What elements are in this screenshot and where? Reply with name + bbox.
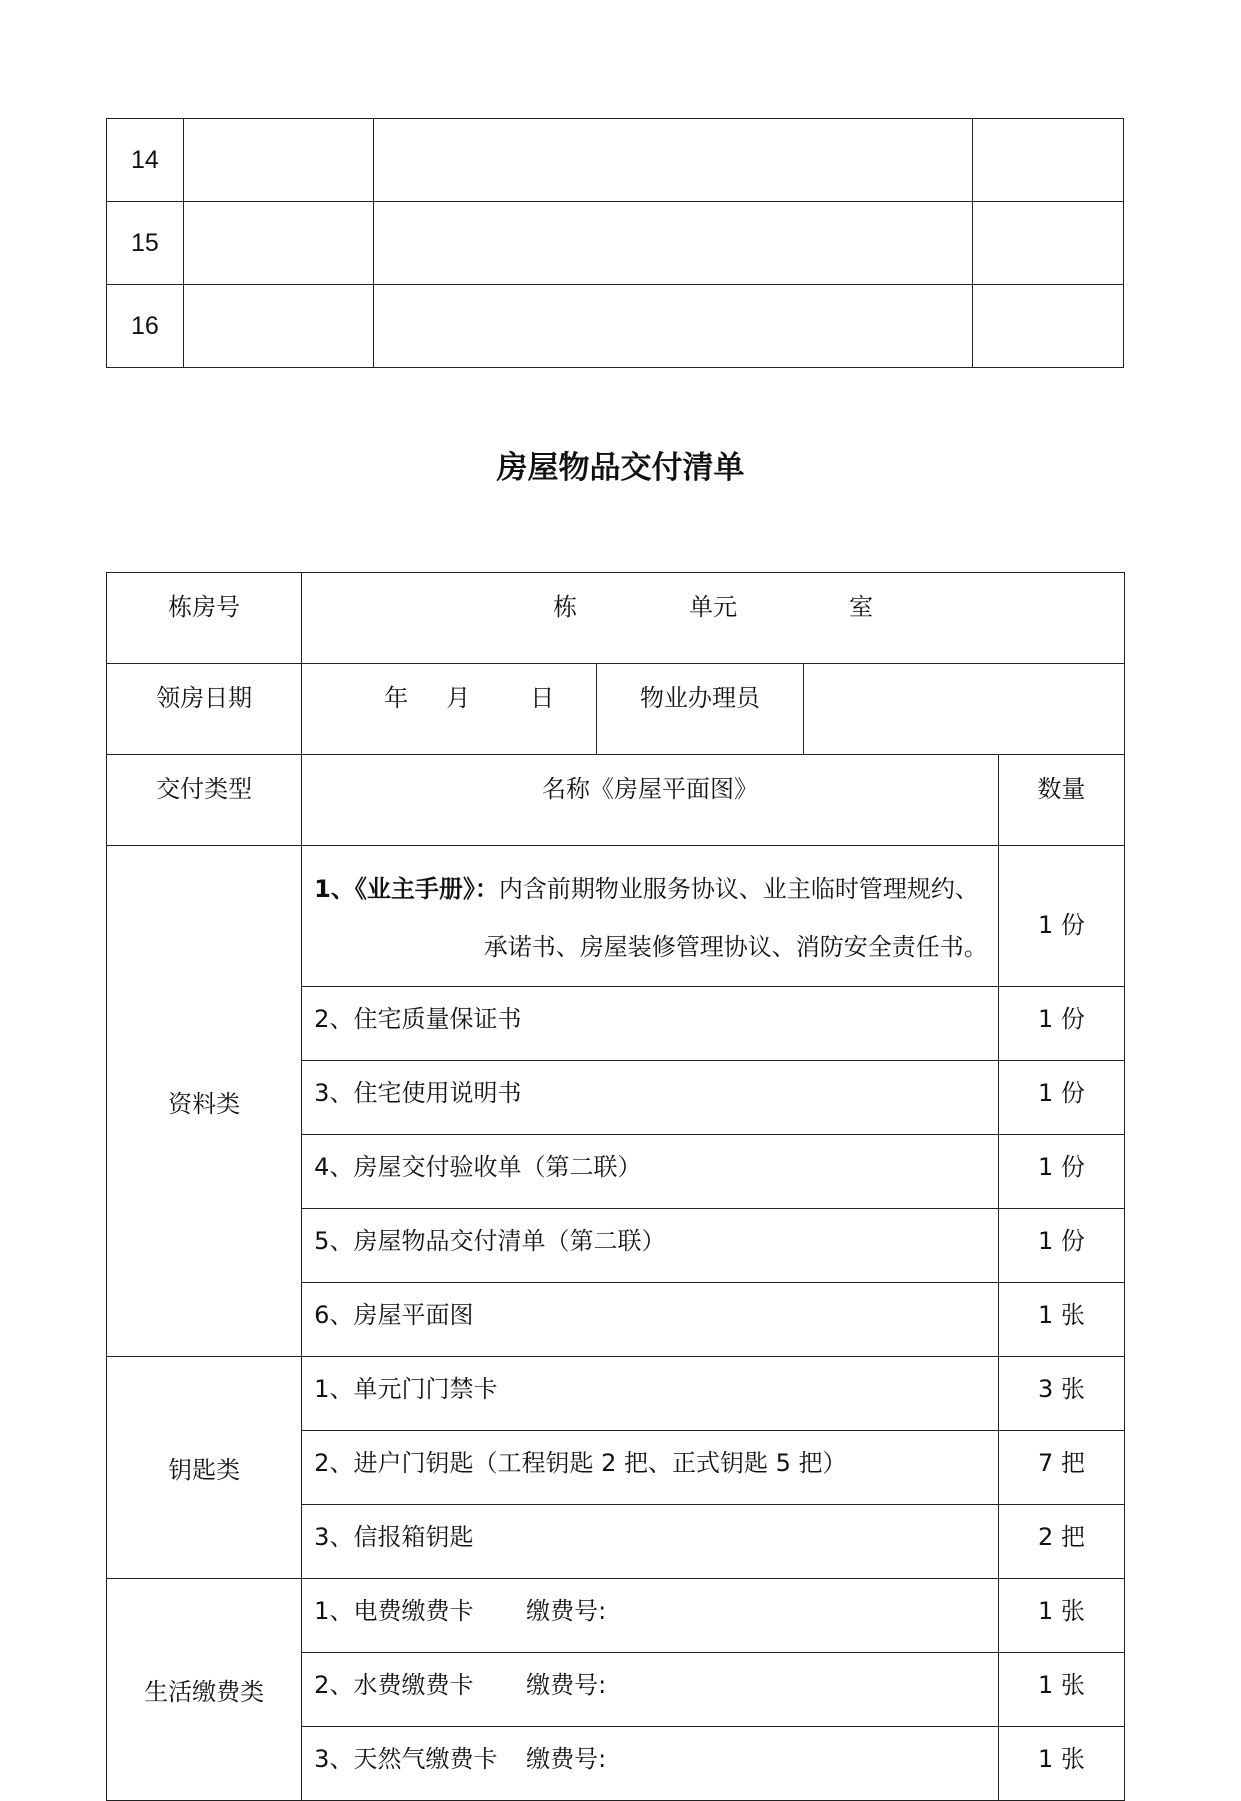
item-cell: 3、住宅使用说明书	[302, 1061, 999, 1135]
qty-cell: 2 把	[998, 1505, 1124, 1579]
table-row	[107, 1579, 1125, 1653]
item-cell	[302, 1727, 999, 1801]
table-cell	[374, 119, 973, 202]
name-header: 名称《房屋平面图》	[302, 755, 999, 846]
table-cell	[973, 119, 1124, 202]
room-unit: 室	[849, 593, 874, 621]
day-unit: 日	[530, 684, 555, 712]
category-cell: 资料类	[107, 846, 302, 1357]
header-row	[107, 755, 1125, 846]
document-title: 房屋物品交付清单	[496, 450, 745, 486]
previous-table	[106, 118, 1124, 368]
month-unit: 月	[446, 684, 471, 712]
fee-label: 缴费号:	[526, 1671, 607, 1699]
delivery-table	[106, 572, 1125, 1801]
qty-cell: 1 张	[998, 1283, 1124, 1357]
category-cell: 生活缴费类	[107, 1579, 302, 1801]
qty-cell: 1 份	[998, 987, 1124, 1061]
table-row	[107, 202, 1124, 285]
room-label: 栋房号	[107, 573, 302, 664]
qty-cell	[998, 846, 1124, 987]
item-bold-prefix: 1、《业主手册》：	[314, 875, 499, 903]
item-cell: 2、住宅质量保证书	[302, 987, 999, 1061]
table-cell	[374, 202, 973, 285]
qty-cell: 3 张	[998, 1357, 1124, 1431]
table-row	[107, 846, 1125, 987]
table-row	[107, 285, 1124, 368]
item-cell: 4、房屋交付验收单（第二联）	[302, 1135, 999, 1209]
item-text-2: 承诺书、房屋装修管理协议、消防安全责任书。	[483, 933, 988, 961]
qty-cell: 1 份	[998, 1061, 1124, 1135]
qty-cell: 7 把	[998, 1431, 1124, 1505]
item-cell	[302, 1579, 999, 1653]
table-cell	[973, 202, 1124, 285]
row-number: 14	[107, 119, 184, 202]
unit-unit: 单元	[689, 593, 738, 621]
qty-cell: 1 份	[998, 1209, 1124, 1283]
qty-header: 数量	[998, 755, 1124, 846]
table-row	[107, 1357, 1125, 1431]
building-unit: 栋	[553, 593, 578, 621]
year-unit: 年	[384, 684, 409, 712]
row-number: 16	[107, 285, 184, 368]
qty-cell: 1 张	[998, 1579, 1124, 1653]
date-value-cell	[302, 664, 597, 755]
staff-value-cell	[803, 664, 1124, 755]
item-cell: 6、房屋平面图	[302, 1283, 999, 1357]
date-row	[107, 664, 1125, 755]
item-text: 3、天然气缴费卡	[314, 1745, 498, 1773]
item-cell	[302, 1653, 999, 1727]
table-cell	[184, 285, 374, 368]
fee-label: 缴费号:	[526, 1597, 607, 1625]
room-value-cell	[302, 573, 1125, 664]
row-number: 15	[107, 202, 184, 285]
type-header: 交付类型	[107, 755, 302, 846]
item-cell: 3、信报箱钥匙	[302, 1505, 999, 1579]
qty-value: 1 份	[1037, 910, 1085, 939]
item-cell	[302, 846, 999, 987]
qty-cell: 1 份	[998, 1135, 1124, 1209]
room-row	[107, 573, 1125, 664]
item-text: 内含前期物业服务协议、业主临时管理规约、	[498, 875, 979, 903]
item-text: 2、水费缴费卡	[314, 1671, 474, 1699]
qty-cell: 1 张	[998, 1653, 1124, 1727]
category-cell: 钥匙类	[107, 1357, 302, 1579]
table-cell	[184, 202, 374, 285]
item-cell: 1、单元门门禁卡	[302, 1357, 999, 1431]
qty-cell: 1 张	[998, 1727, 1124, 1801]
fee-label: 缴费号:	[526, 1745, 607, 1773]
table-cell	[973, 285, 1124, 368]
item-cell: 5、房屋物品交付清单（第二联）	[302, 1209, 999, 1283]
staff-label: 物业办理员	[597, 664, 803, 755]
item-cell: 2、进户门钥匙（工程钥匙 2 把、正式钥匙 5 把）	[302, 1431, 999, 1505]
table-row	[107, 119, 1124, 202]
table-cell	[184, 119, 374, 202]
table-cell	[374, 285, 973, 368]
date-label: 领房日期	[107, 664, 302, 755]
item-text: 1、电费缴费卡	[314, 1597, 474, 1625]
